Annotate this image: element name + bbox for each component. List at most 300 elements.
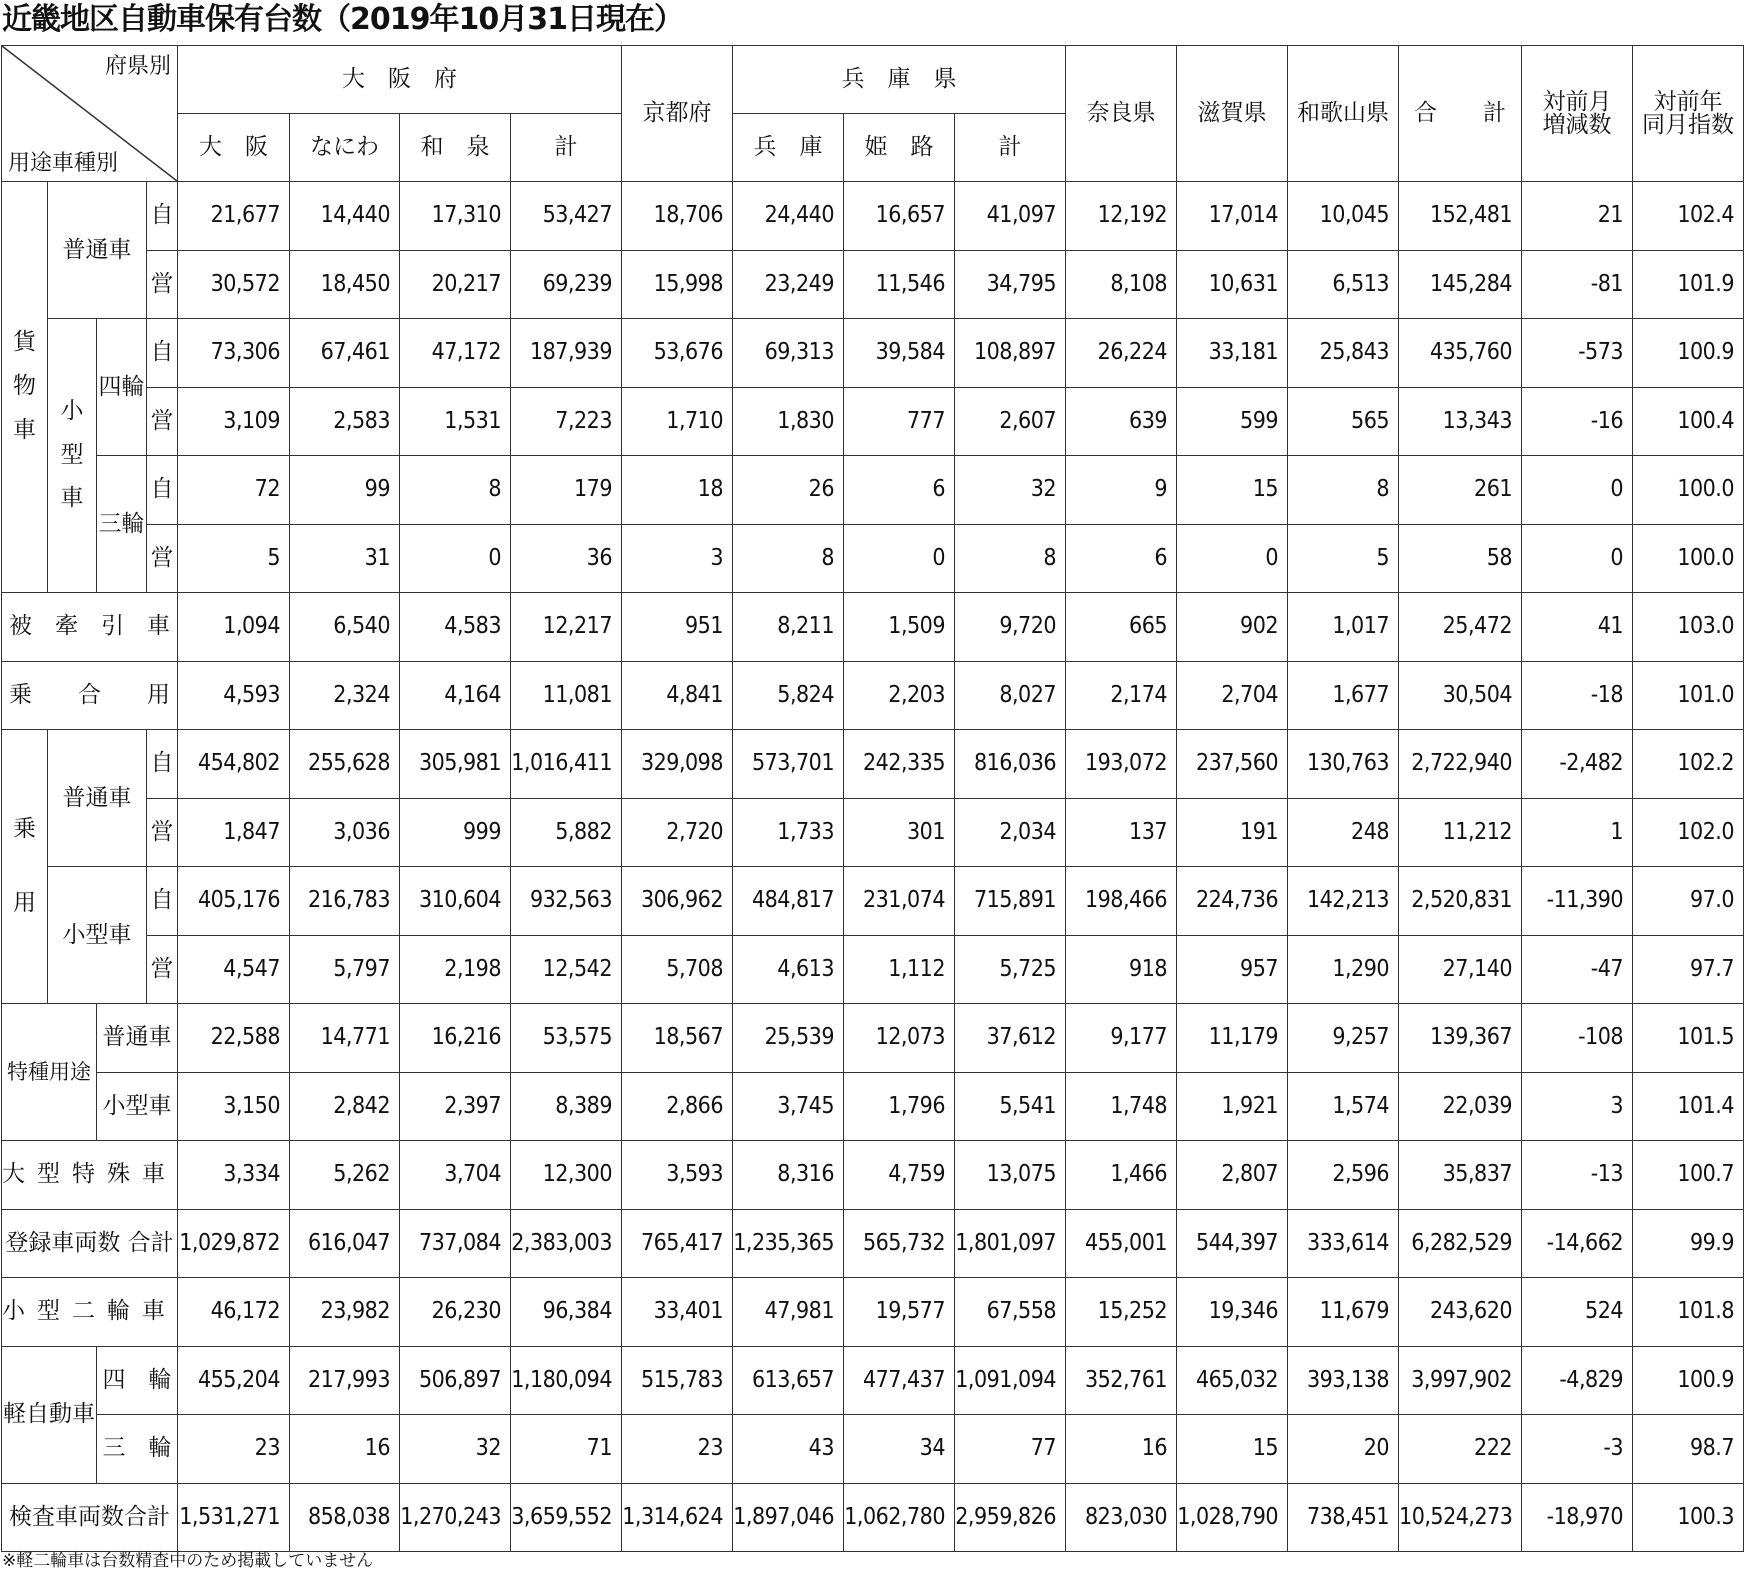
table-cell: 193,072 <box>1066 730 1177 799</box>
table-cell: 26,230 <box>400 1278 511 1347</box>
table-cell: 816,036 <box>955 730 1066 799</box>
label-passenger <box>2 730 48 1004</box>
label-passenger-gap <box>2 852 47 882</box>
table-cell: 777 <box>844 387 955 456</box>
table-cell: 69,239 <box>511 250 622 319</box>
table-cell: 17,014 <box>1177 182 1288 251</box>
table-cell: 12,300 <box>511 1141 622 1210</box>
table-cell: 2,607 <box>955 387 1066 456</box>
table-cell: 4,613 <box>733 935 844 1004</box>
table-cell: 1,235,365 <box>733 1209 844 1278</box>
table-cell: 30,504 <box>1399 661 1522 730</box>
table-cell: 1,112 <box>844 935 955 1004</box>
table-cell: 10,524,273 <box>1399 1483 1522 1552</box>
header-year-index <box>1633 46 1744 182</box>
table-cell: 100.9 <box>1633 319 1744 388</box>
table-cell: 19,346 <box>1177 1278 1288 1347</box>
table-cell: 97.0 <box>1633 867 1744 936</box>
table-cell: 33,401 <box>622 1278 733 1347</box>
table-cell: 15,998 <box>622 250 733 319</box>
table-cell: 217,993 <box>290 1346 400 1415</box>
table-cell: 216,783 <box>290 867 400 936</box>
table-cell: 67,461 <box>290 319 400 388</box>
table-cell: 858,038 <box>290 1483 400 1552</box>
table-cell: 15,252 <box>1066 1278 1177 1347</box>
label-inspected-total: 検査車両数合計 <box>2 1483 178 1552</box>
table-cell: 97.7 <box>1633 935 1744 1004</box>
label-passenger-small: 小型車 <box>48 867 147 1004</box>
table-cell: 3,997,902 <box>1399 1346 1522 1415</box>
label-cargo-char-2: 物 <box>13 373 36 400</box>
table-cell: 19,577 <box>844 1278 955 1347</box>
header-year-index-line2: 同月指数 <box>1642 111 1735 138</box>
table-cell: 484,817 <box>733 867 844 936</box>
table-cell: 1,290 <box>1288 935 1399 1004</box>
table-cell: 16 <box>1066 1415 1177 1484</box>
table-cell: 37,612 <box>955 1004 1066 1073</box>
table-cell: 43 <box>733 1415 844 1484</box>
table-cell: 477,437 <box>844 1346 955 1415</box>
label-three-wheel: 三輪 <box>97 456 147 593</box>
table-cell: 8,316 <box>733 1141 844 1210</box>
table-cell: 100.3 <box>1633 1483 1744 1552</box>
table-cell: 5,882 <box>511 798 622 867</box>
table-cell: 2,596 <box>1288 1141 1399 1210</box>
table-cell: 8 <box>955 524 1066 593</box>
table-cell: 179 <box>511 456 622 525</box>
table-cell: 2,198 <box>400 935 511 1004</box>
table-cell: 99.9 <box>1633 1209 1744 1278</box>
table-cell: 108,897 <box>955 319 1066 388</box>
table-cell: 1,509 <box>844 593 955 662</box>
table-cell: 25,472 <box>1399 593 1522 662</box>
table-cell: 231,074 <box>844 867 955 936</box>
table-cell: -11,390 <box>1522 867 1633 936</box>
table-cell: 31 <box>290 524 400 593</box>
table-cell: 1,748 <box>1066 1072 1177 1141</box>
table-cell: 333,614 <box>1288 1209 1399 1278</box>
table-cell: 435,760 <box>1399 319 1522 388</box>
label-private: 自 <box>147 182 178 251</box>
table-cell: 305,981 <box>400 730 511 799</box>
table-cell: 10,045 <box>1288 182 1399 251</box>
table-cell: 6 <box>844 456 955 525</box>
table-cell: 454,802 <box>178 730 290 799</box>
table-cell: 142,213 <box>1288 867 1399 936</box>
table-cell: 2,583 <box>290 387 400 456</box>
table-cell: 544,397 <box>1177 1209 1288 1278</box>
table-cell: 11,212 <box>1399 798 1522 867</box>
table-cell: 5,708 <box>622 935 733 1004</box>
label-passenger-char-2: 用 <box>13 889 36 916</box>
table-cell: 222 <box>1399 1415 1522 1484</box>
table-cell: 71 <box>511 1415 622 1484</box>
table-cell: -18,970 <box>1522 1483 1633 1552</box>
label-commercial: 営 <box>147 387 178 456</box>
table-cell: 33,181 <box>1177 319 1288 388</box>
table-cell: 5,725 <box>955 935 1066 1004</box>
table-cell: 1,466 <box>1066 1141 1177 1210</box>
table-cell: 1,796 <box>844 1072 955 1141</box>
table-cell: 21 <box>1522 182 1633 251</box>
table-cell: 0 <box>400 524 511 593</box>
table-cell: 20 <box>1288 1415 1399 1484</box>
table-cell: 823,030 <box>1066 1483 1177 1552</box>
table-cell: 4,164 <box>400 661 511 730</box>
table-cell: 25,539 <box>733 1004 844 1073</box>
table-cell: 310,604 <box>400 867 511 936</box>
table-cell: 26,224 <box>1066 319 1177 388</box>
table-cell: 5 <box>1288 524 1399 593</box>
table-cell: 53,575 <box>511 1004 622 1073</box>
table-cell: 665 <box>1066 593 1177 662</box>
table-cell: 34,795 <box>955 250 1066 319</box>
table-cell: 24,440 <box>733 182 844 251</box>
table-cell: 3,109 <box>178 387 290 456</box>
table-cell: 21,677 <box>178 182 290 251</box>
table-cell: 3,593 <box>622 1141 733 1210</box>
table-cell: 715,891 <box>955 867 1066 936</box>
table-cell: 3,745 <box>733 1072 844 1141</box>
table-cell: 23 <box>622 1415 733 1484</box>
label-special-small: 小型車 <box>97 1072 178 1141</box>
table-cell: 5,541 <box>955 1072 1066 1141</box>
table-cell: 405,176 <box>178 867 290 936</box>
table-cell: 101.8 <box>1633 1278 1744 1347</box>
table-cell: 6,540 <box>290 593 400 662</box>
table-cell: 1,180,094 <box>511 1346 622 1415</box>
table-cell: 951 <box>622 593 733 662</box>
table-cell: 2,174 <box>1066 661 1177 730</box>
table-cell: 8,027 <box>955 661 1066 730</box>
table-cell: 765,417 <box>622 1209 733 1278</box>
table-cell: 4,583 <box>400 593 511 662</box>
label-cargo-standard: 普通車 <box>48 182 147 319</box>
table-cell: 102.4 <box>1633 182 1744 251</box>
table-cell: 1,921 <box>1177 1072 1288 1141</box>
table-cell: -108 <box>1522 1004 1633 1073</box>
table-cell: -13 <box>1522 1141 1633 1210</box>
table-cell: -2,482 <box>1522 730 1633 799</box>
table-cell: 25,843 <box>1288 319 1399 388</box>
label-private: 自 <box>147 867 178 936</box>
table-cell: 198,466 <box>1066 867 1177 936</box>
table-cell: 3,659,552 <box>511 1483 622 1552</box>
header-total: 合 計 <box>1399 46 1522 182</box>
table-cell: 301 <box>844 798 955 867</box>
header-kyoto: 京都府 <box>622 46 733 182</box>
label-special-purpose: 特種用途 <box>2 1004 97 1141</box>
table-cell: 306,962 <box>622 867 733 936</box>
table-cell: 18,706 <box>622 182 733 251</box>
table-cell: 1,574 <box>1288 1072 1399 1141</box>
label-cargo <box>2 182 48 593</box>
table-cell: 1,029,872 <box>178 1209 290 1278</box>
table-cell: -4,829 <box>1522 1346 1633 1415</box>
table-cell: 12,192 <box>1066 182 1177 251</box>
table-cell: 8,211 <box>733 593 844 662</box>
table-cell: 15 <box>1177 456 1288 525</box>
table-cell: 99 <box>290 456 400 525</box>
label-passenger-standard: 普通車 <box>48 730 147 867</box>
header-hyogo: 兵 庫 <box>733 114 844 182</box>
table-cell: 455,204 <box>178 1346 290 1415</box>
table-cell: 2,383,003 <box>511 1209 622 1278</box>
table-cell: 4,593 <box>178 661 290 730</box>
table-cell: 12,073 <box>844 1004 955 1073</box>
label-commercial: 営 <box>147 250 178 319</box>
table-cell: 67,558 <box>955 1278 1066 1347</box>
table-cell: 902 <box>1177 593 1288 662</box>
table-cell: 506,897 <box>400 1346 511 1415</box>
table-cell: 393,138 <box>1288 1346 1399 1415</box>
table-cell: 5 <box>178 524 290 593</box>
corner-prefecture-label: 府県別 <box>104 54 171 79</box>
table-cell: 616,047 <box>290 1209 400 1278</box>
table-cell: 2,842 <box>290 1072 400 1141</box>
table-cell: 243,620 <box>1399 1278 1522 1347</box>
table-cell: 102.0 <box>1633 798 1744 867</box>
table-cell: 53,427 <box>511 182 622 251</box>
table-cell: 69,313 <box>733 319 844 388</box>
table-cell: 599 <box>1177 387 1288 456</box>
table-cell: 1,733 <box>733 798 844 867</box>
table-cell: 329,098 <box>622 730 733 799</box>
table-cell: 23,249 <box>733 250 844 319</box>
table-cell: 35,837 <box>1399 1141 1522 1210</box>
table-cell: 58 <box>1399 524 1522 593</box>
label-registered-total: 登録車両数 合計 <box>2 1209 178 1278</box>
label-cargo-char-3: 車 <box>13 416 36 443</box>
table-cell: 26 <box>733 456 844 525</box>
table-cell: 2,866 <box>622 1072 733 1141</box>
table-cell: 2,034 <box>955 798 1066 867</box>
table-cell: 6 <box>1066 524 1177 593</box>
table-cell: 255,628 <box>290 730 400 799</box>
table-cell: 30,572 <box>178 250 290 319</box>
table-cell: 187,939 <box>511 319 622 388</box>
table-cell: 101.5 <box>1633 1004 1744 1073</box>
label-commercial: 営 <box>147 524 178 593</box>
table-cell: 737,084 <box>400 1209 511 1278</box>
table-cell: 100.0 <box>1633 456 1744 525</box>
header-wakayama: 和歌山県 <box>1288 46 1399 182</box>
table-cell: 8 <box>1288 456 1399 525</box>
table-cell: 20,217 <box>400 250 511 319</box>
table-cell: -3 <box>1522 1415 1633 1484</box>
table-cell: 11,081 <box>511 661 622 730</box>
table-cell: 32 <box>400 1415 511 1484</box>
table-cell: 242,335 <box>844 730 955 799</box>
table-cell: 3,704 <box>400 1141 511 1210</box>
table-cell: 9,177 <box>1066 1004 1177 1073</box>
table-cell: 9 <box>1066 456 1177 525</box>
table-cell: 3,150 <box>178 1072 290 1141</box>
table-cell: 465,032 <box>1177 1346 1288 1415</box>
table-cell: 524 <box>1522 1278 1633 1347</box>
table-cell: 4,759 <box>844 1141 955 1210</box>
table-cell: 565 <box>1288 387 1399 456</box>
header-year-index-line1: 対前年 <box>1653 88 1723 115</box>
table-cell: 130,763 <box>1288 730 1399 799</box>
table-cell: 0 <box>1522 456 1633 525</box>
table-cell: 13,075 <box>955 1141 1066 1210</box>
header-hyogo-total: 計 <box>955 114 1066 182</box>
header-hyogo-ken: 兵 庫 県 <box>733 46 1066 114</box>
header-nara: 奈良県 <box>1066 46 1177 182</box>
page-title: 近畿地区自動車保有台数（2019年10月31日現在） <box>2 2 683 37</box>
corner-usage-label: 用途車種別 <box>8 151 119 176</box>
table-cell: 32 <box>955 456 1066 525</box>
table-cell: 8,389 <box>511 1072 622 1141</box>
table-cell: 1,016,411 <box>511 730 622 799</box>
footnote: ※軽二輪車は台数精査中のため掲載していません <box>2 1551 374 1571</box>
table-cell: 0 <box>1522 524 1633 593</box>
table-cell: 16 <box>290 1415 400 1484</box>
table-cell: 352,761 <box>1066 1346 1177 1415</box>
table-cell: 2,397 <box>400 1072 511 1141</box>
table-cell: 17,310 <box>400 182 511 251</box>
label-commercial: 営 <box>147 935 178 1004</box>
table-cell: -47 <box>1522 935 1633 1004</box>
label-bus: 乗 合 用 <box>2 661 178 730</box>
table-cell: 1,094 <box>178 593 290 662</box>
table-cell: 1,830 <box>733 387 844 456</box>
table-cell: 1,710 <box>622 387 733 456</box>
table-cell: 137 <box>1066 798 1177 867</box>
table-cell: 12,217 <box>511 593 622 662</box>
table-cell: 16,657 <box>844 182 955 251</box>
table-cell: 9,257 <box>1288 1004 1399 1073</box>
table-cell: -16 <box>1522 387 1633 456</box>
table-cell: 3,334 <box>178 1141 290 1210</box>
table-cell: 36 <box>511 524 622 593</box>
table-cell: 9,720 <box>955 593 1066 662</box>
table-cell: 261 <box>1399 456 1522 525</box>
table-cell: 237,560 <box>1177 730 1288 799</box>
table-cell: 8,108 <box>1066 250 1177 319</box>
table-cell: 4,841 <box>622 661 733 730</box>
label-private: 自 <box>147 319 178 388</box>
table-cell: 573,701 <box>733 730 844 799</box>
table-cell: 103.0 <box>1633 593 1744 662</box>
corner-header-cell <box>2 46 178 182</box>
label-cargo-char-1: 貨 <box>13 329 36 356</box>
header-osaka-fu: 大 阪 府 <box>178 46 622 114</box>
table-cell: 41 <box>1522 593 1633 662</box>
table-cell: 565,732 <box>844 1209 955 1278</box>
table-cell: 100.7 <box>1633 1141 1744 1210</box>
table-cell: 11,179 <box>1177 1004 1288 1073</box>
table-cell: 1 <box>1522 798 1633 867</box>
table-cell: 11,679 <box>1288 1278 1399 1347</box>
header-month-change <box>1522 46 1633 182</box>
table-cell: 2,520,831 <box>1399 867 1522 936</box>
table-cell: 145,284 <box>1399 250 1522 319</box>
table-cell: 1,314,624 <box>622 1483 733 1552</box>
table-cell: 191 <box>1177 798 1288 867</box>
table-cell: 2,959,826 <box>955 1483 1066 1552</box>
header-osaka-total: 計 <box>511 114 622 182</box>
table-cell: 639 <box>1066 387 1177 456</box>
table-cell: 100.9 <box>1633 1346 1744 1415</box>
table-cell: 73,306 <box>178 319 290 388</box>
table-cell: 14,771 <box>290 1004 400 1073</box>
table-cell: 39,584 <box>844 319 955 388</box>
table-cell: 34 <box>844 1415 955 1484</box>
table-cell: 10,631 <box>1177 250 1288 319</box>
table-cell: 3 <box>1522 1072 1633 1141</box>
table-cell: 7,223 <box>511 387 622 456</box>
label-private: 自 <box>147 730 178 799</box>
label-private: 自 <box>147 456 178 525</box>
table-cell: 77 <box>955 1415 1066 1484</box>
header-himeji: 姫 路 <box>844 114 955 182</box>
table-cell: -14,662 <box>1522 1209 1633 1278</box>
table-cell: 16,216 <box>400 1004 511 1073</box>
table-cell: 2,324 <box>290 661 400 730</box>
label-large-special: 大型特殊車 <box>2 1141 178 1210</box>
table-cell: 5,262 <box>290 1141 400 1210</box>
table-cell: 18 <box>622 456 733 525</box>
table-cell: 455,001 <box>1066 1209 1177 1278</box>
table-cell: 2,720 <box>622 798 733 867</box>
table-cell: 22,588 <box>178 1004 290 1073</box>
table-cell: 47,172 <box>400 319 511 388</box>
table-cell: 957 <box>1177 935 1288 1004</box>
table-cell: 14,440 <box>290 182 400 251</box>
table-cell: 1,062,780 <box>844 1483 955 1552</box>
table-cell: 11,546 <box>844 250 955 319</box>
table-cell: 6,513 <box>1288 250 1399 319</box>
header-month-change-line2: 増減数 <box>1542 111 1612 138</box>
table-cell: 3,036 <box>290 798 400 867</box>
table-cell: 0 <box>844 524 955 593</box>
table-cell: 23 <box>178 1415 290 1484</box>
table-cell: 613,657 <box>733 1346 844 1415</box>
table-cell: 15 <box>1177 1415 1288 1484</box>
table-cell: 12,542 <box>511 935 622 1004</box>
table-cell: 72 <box>178 456 290 525</box>
table-cell: 53,676 <box>622 319 733 388</box>
table-cell: 5,797 <box>290 935 400 1004</box>
table-cell: 1,270,243 <box>400 1483 511 1552</box>
table-cell: 932,563 <box>511 867 622 936</box>
table-cell: 1,531 <box>400 387 511 456</box>
table-cell: 27,140 <box>1399 935 1522 1004</box>
table-cell: 248 <box>1288 798 1399 867</box>
table-cell: 1,017 <box>1288 593 1399 662</box>
table-cell: 1,677 <box>1288 661 1399 730</box>
label-kei-car: 軽自動車 <box>2 1346 97 1483</box>
table-cell: 47,981 <box>733 1278 844 1347</box>
table-cell: 23,982 <box>290 1278 400 1347</box>
label-small-motorcycle: 小型二輪車 <box>2 1278 178 1347</box>
table-cell: 2,722,940 <box>1399 730 1522 799</box>
label-four-wheel: 四輪 <box>97 319 147 456</box>
label-trailer: 被 牽 引 車 <box>2 593 178 662</box>
table-cell: 999 <box>400 798 511 867</box>
table-cell: 13,343 <box>1399 387 1522 456</box>
table-cell: 41,097 <box>955 182 1066 251</box>
table-cell: 1,531,271 <box>178 1483 290 1552</box>
header-osaka: 大 阪 <box>178 114 290 182</box>
header-month-change-line1: 対前月 <box>1542 88 1612 115</box>
label-commercial: 営 <box>147 798 178 867</box>
table-cell: 1,028,790 <box>1177 1483 1288 1552</box>
table-cell: 918 <box>1066 935 1177 1004</box>
header-naniwa: なにわ <box>290 114 400 182</box>
